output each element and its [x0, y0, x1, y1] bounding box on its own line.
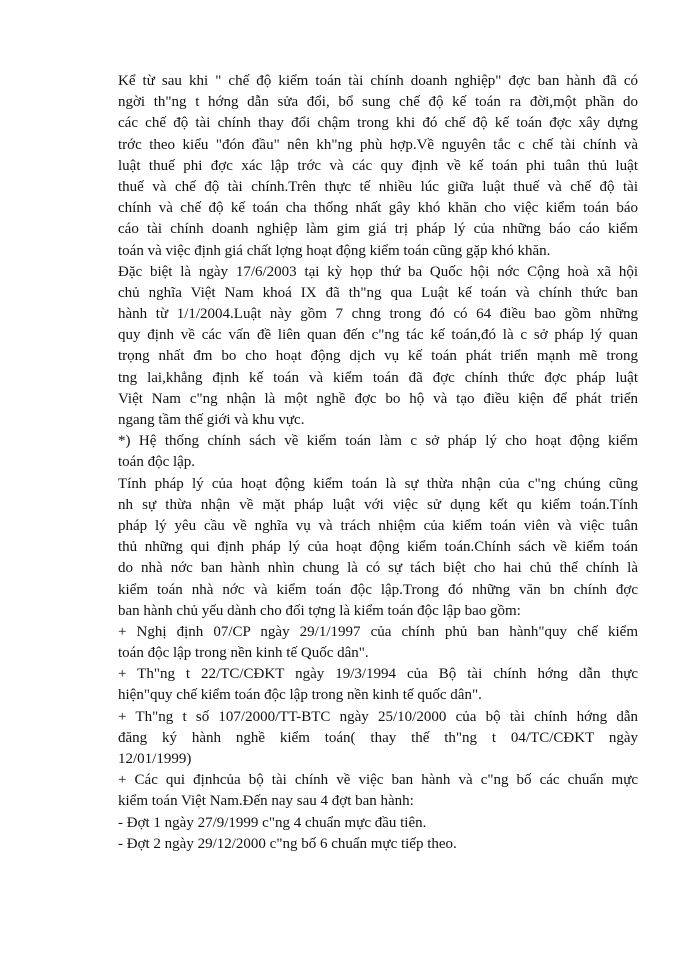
text-line: + Th"ng t 22/TC/CĐKT ngày 19/3/1994 của Bộ tài chính hớng dẫn thực — [118, 666, 638, 683]
text-line: ngời th"ng t hớng dẫn sửa đổi, bổ sung chế độ kế toán ra đời,một phần do — [118, 94, 638, 111]
text-line: ngang tầm thế giới và khu vực. — [118, 412, 305, 428]
text-line: - Đợt 1 ngày 27/9/1999 c"ng 4 chuẩn mực đầu tiên. — [118, 814, 427, 831]
text-line: do nhà nớc ban hành nhìn chung là có sự tách biệt cho hai chủ thể chính là — [118, 560, 638, 577]
text-line: chủ nghĩa Việt Nam khoá IX đã th"ng qua Luật kế toán và chính thức ban — [118, 284, 638, 301]
text-line: các chế độ tài chính thay đổi chậm trong khi đó chế độ kế toán đợc xây dựng — [118, 115, 638, 132]
text-line: toán và việc định giá chất lợng hoạt động kiểm toán cũng gặp khó khăn. — [118, 242, 551, 259]
text-line: toán độc lập. — [118, 454, 196, 471]
text-line: - Đợt 2 ngày 29/12/2000 c"ng bố 6 chuẩn mực tiếp theo. — [118, 835, 457, 852]
text-line: kiểm toán nhà nớc và kiểm toán độc lập.Trong đó những văn bn chính đợc — [118, 581, 638, 598]
text-line: + Nghị định 07/CP ngày 29/1/1997 của chính phủ ban hành"quy chế kiểm — [118, 623, 638, 640]
text-line: luật thuế phi đợc xác lập trớc và các quy định về kế toán phi tuân thủ luật — [118, 157, 638, 174]
text-line: đăng ký hành nghề kiểm toán( thay thế th"ng t 04/TC/CĐKT ngày — [118, 729, 638, 746]
text-line: ban hành chủ yếu dành cho đối tợng là kiểm toán độc lập bao gồm: — [118, 602, 521, 619]
text-line: trớc theo kiểu "đón đầu" nên kh"ng phù hợp.Về nguyên tắc c chế tài chính và — [118, 136, 638, 153]
text-line: thuế và chế độ tài chính.Trên thực tế nhiều lúc giữa luật thuế và chế độ tài — [118, 178, 638, 195]
text-line: kiểm toán Việt Nam.Đến nay sau 4 đợt ban hành: — [118, 793, 414, 810]
text-line: *) Hệ thống chính sách về kiểm toán làm c sở pháp lý cho hoạt động kiểm — [118, 433, 638, 450]
document-page — [118, 71, 638, 855]
text-line: Kể từ sau khi " chế độ kiểm toán tài chính doanh nghiệp" đợc ban hành đã có — [118, 73, 638, 89]
text-line: Đặc biệt là ngày 17/6/2003 tại kỳ họp thứ ba Quốc hội nớc Cộng hoà xã hội — [118, 263, 638, 280]
text-line: tng lai,khẳng định kế toán và kiểm toán đã đợc chính thức đợc pháp luật — [118, 369, 638, 386]
text-line: chính và chế độ kế toán cha thống nhất gây khó khăn cho việc kiểm toán báo — [118, 200, 638, 217]
text-line: 12/01/1999) — [118, 751, 192, 767]
text-line: nh sự thừa nhận về mặt pháp luật với việc sử dụng kết qu kiểm toán.Tính — [118, 496, 638, 513]
text-line: cáo tài chính doanh nghiệp làm gim giá trị pháp lý của những báo cáo kiểm — [118, 221, 638, 238]
text-line: Tính pháp lý của hoạt động kiểm toán là sự thừa nhận của c"ng chúng cũng — [118, 475, 638, 492]
text-line: pháp lý yêu cầu về nghĩa vụ và trách nhiệm của kiểm toán viên và việc tuân — [118, 517, 638, 534]
text-line: trọng nhất đm bo cho hoạt động dịch vụ kế toán phát triển mạnh mẽ trong — [118, 348, 638, 365]
text-line: hành từ 1/1/2004.Luật này gồm 7 chng trong đó có 64 điều bao gồm những — [118, 306, 638, 323]
text-line: quy định về các vấn đề liên quan đến c"ng tác kế toán,đó là c sở pháp lý quan — [118, 327, 638, 344]
text-line: Việt Nam c"ng nhận là một nghề đợc bo hộ và tạo điều kiện để phát triển — [118, 390, 638, 407]
text-line: thủ những qui định pháp lý của hoạt động kiểm toán.Chính sách về kiểm toán — [118, 539, 638, 556]
text-line: hiện"quy chế kiểm toán độc lập trong nền kinh tế quốc dân". — [118, 687, 482, 704]
text-line: + Th"ng t số 107/2000/TT-BTC ngày 25/10/2000 của bộ tài chính hớng dẫn — [118, 708, 638, 725]
text-line: + Các qui địnhcủa bộ tài chính về việc ban hành và c"ng bố các chuẩn mực — [118, 772, 638, 789]
text-line: toán độc lập trong nền kinh tế Quốc dân". — [118, 645, 369, 662]
